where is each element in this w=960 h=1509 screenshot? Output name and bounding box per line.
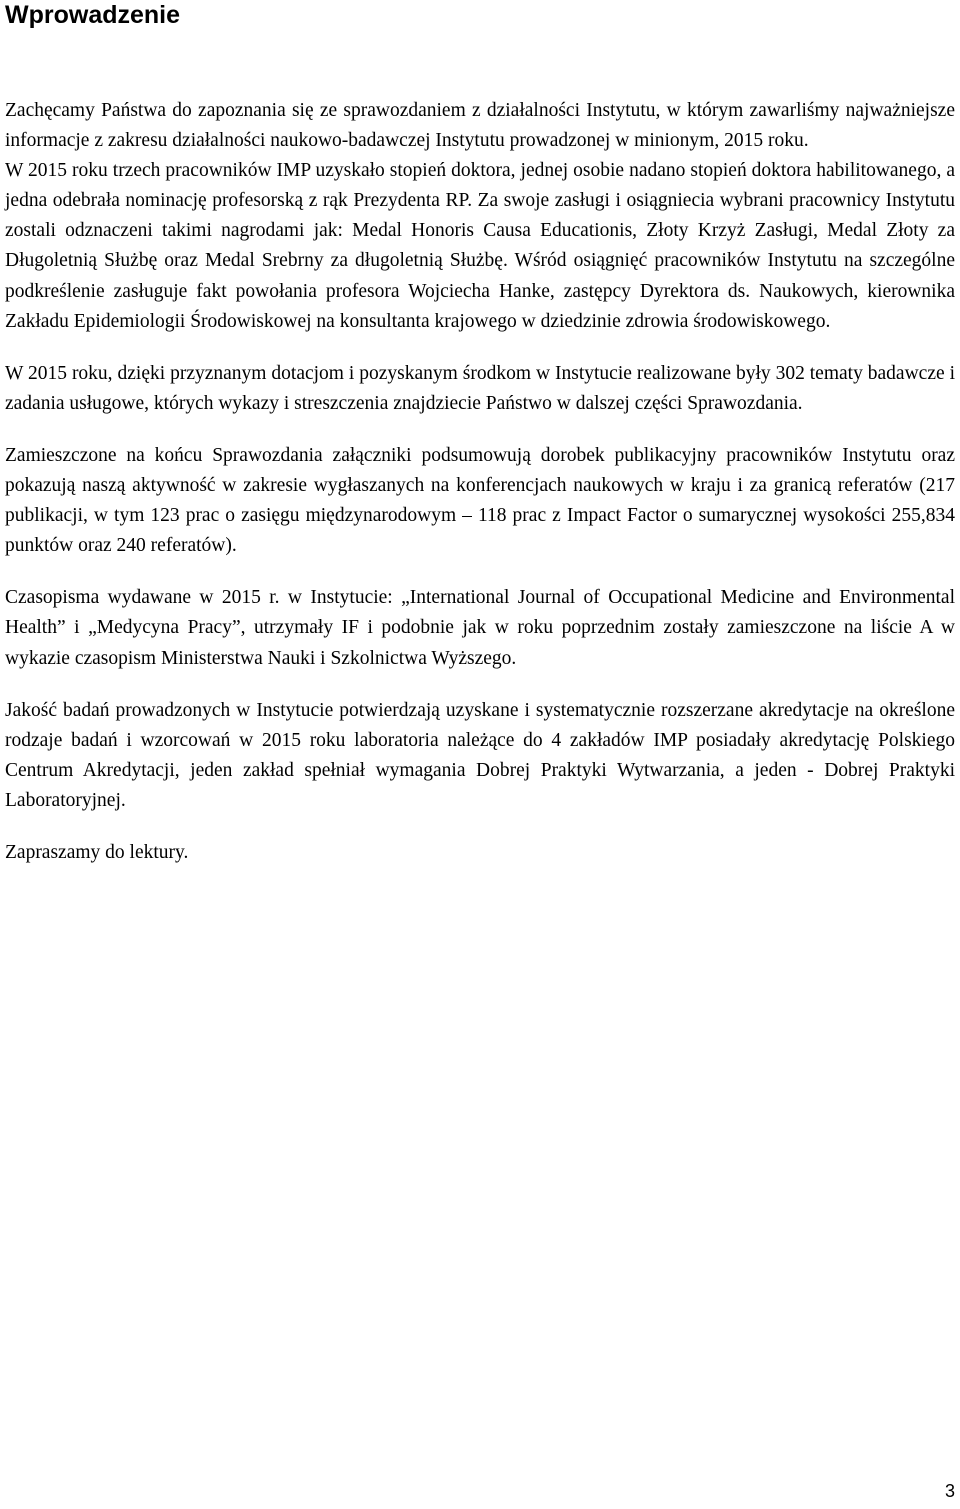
page-title: Wprowadzenie <box>5 1 181 29</box>
paragraph-accreditation: Jakość badań prowadzonych w Instytucie potwierdzają uzyskane i systematycznie rozszerzane akredytacje na określone rodzaje badań i wzorcowań w 2015 roku laboratoria należące do 4 zakładów IMP posiadały akredytację Polskiego Centrum Akredytacji, jeden zakład spełniał wymagania Dobrej Praktyki Wytwarzania, a jeden - Dobrej Praktyki Laboratoryjnej. <box>5 699 955 811</box>
paragraph-journals: Czasopisma wydawane w 2015 r. w Instytucie: „International Journal of Occupational Medicine and Environmental Health” i „Medycyna Pracy”, utrzymały IF i podobnie jak w roku poprzednim zostały zamieszczone na liście A w wykazie czasopism Ministerstwa Nauki i Szkolnictwa Wyższego. <box>5 587 955 669</box>
paragraph-invitation: Zapraszamy do lektury. <box>5 841 189 863</box>
page-number: 3 <box>944 1481 955 1501</box>
paragraph-research-topics: W 2015 roku, dzięki przyznanym dotacjom i pozyskanym środkom w Instytucie realizowane były 302 tematy badawcze i zadania usługowe, których wykazy i streszczenia znajdziecie Państwo w dalszej części Sprawozdania. <box>5 362 955 414</box>
paragraph-achievements: W 2015 roku trzech pracowników IMP uzyskało stopień doktora, jednej osobie nadano stopień doktora habilitowanego, a jedna odebrała nominację profesorską z rąk Prezydenta RP. Za swoje zasługi i osiągniecia wybrani pracownicy Instytutu zostali odznaczeni takimi nagrodami jak: Medal Honoris Causa Educationis, Złoty Krzyż Zasługi, Medal Złoty za Długoletnią Służbę oraz Medal Srebrny za długoletnią Służbę. Wśród osiągnięć pracowników Instytutu na szczególne podkreślenie zasługuje fakt powołania profesora Wojciecha Hanke, zastępcy Dyrektora ds. Naukowych, kierownika Zakładu Epidemiologii Środowiskowej na konsultanta krajowego w dziedzinie zdrowia środowiskowego. <box>5 160 955 332</box>
paragraph-publications: Zamieszczone na końcu Sprawozdania załączniki podsumowują dorobek publikacyjny pracowników Instytutu oraz pokazują naszą aktywność w zakresie wygłaszanych na konferencjach naukowych w kraju i za granicą referatów (217 publikacji, w tym 123 prac o zasięgu międzynarodowym – 118 prac z Impact Factor o sumarycznej wysokości 255,834 punktów oraz 240 referatów). <box>5 444 955 557</box>
body-text <box>5 96 955 890</box>
paragraph-intro: Zachęcamy Państwa do zapoznania się ze sprawozdaniem z działalności Instytutu, w którym zawarliśmy najważniejsze informacje z zakresu działalności naukowo-badawczej Instytutu prowadzonej w minionym, 2015 roku. <box>5 100 955 152</box>
